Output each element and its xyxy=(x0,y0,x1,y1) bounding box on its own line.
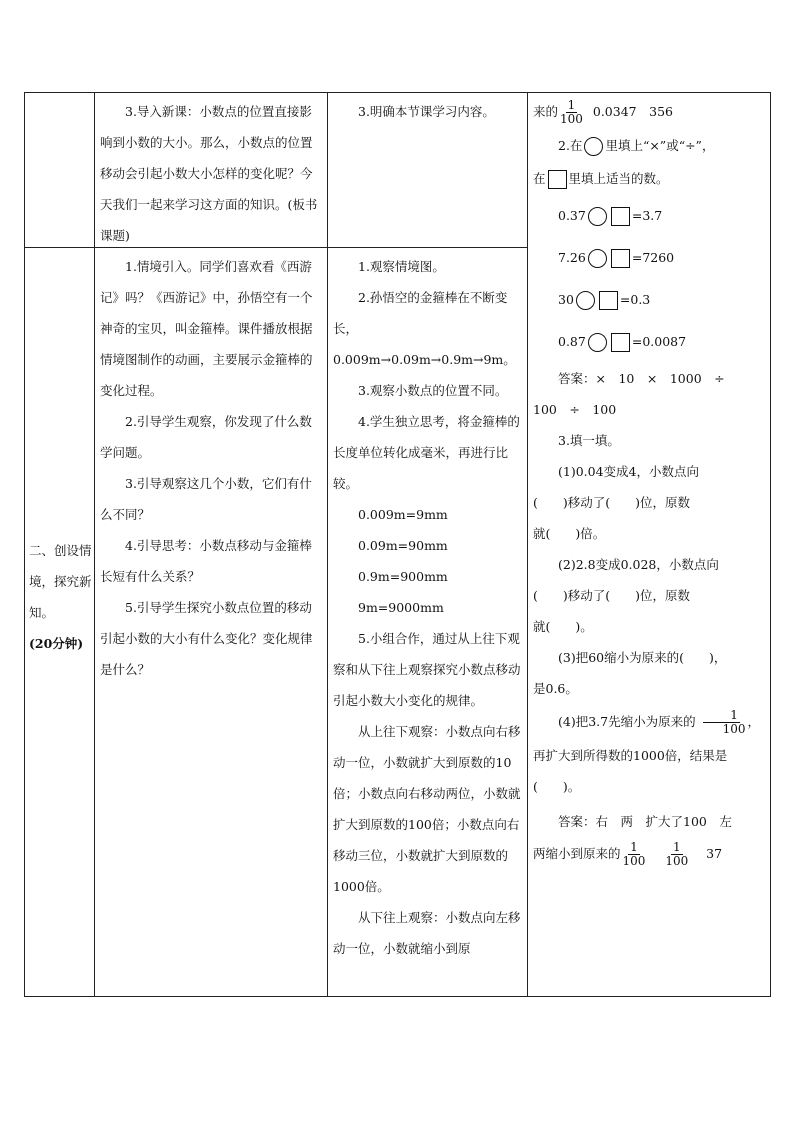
answer-2: 答案：× 10 × 1000 ÷ xyxy=(558,371,725,386)
answer-3: 答案：右 两 扩大了100 左 xyxy=(558,814,732,829)
conversion-line: 0.09m=90mm xyxy=(358,538,448,553)
q3-3: (3)把60缩小为原来的( )， xyxy=(558,650,727,665)
equation-row: 7.26 =7260 xyxy=(533,237,767,279)
conversion-line: 0.009m=9mm xyxy=(358,507,448,522)
equation-row: 30 =0.3 xyxy=(533,279,767,321)
stage-cell xyxy=(29,535,93,659)
q3-1: (1)0.04变成4，小数点向 xyxy=(558,464,699,479)
circle-placeholder-icon xyxy=(588,207,607,226)
student-step: 3.观察小数点的位置不同。 xyxy=(358,383,508,398)
row2-student-cell xyxy=(333,251,523,964)
fraction: $\frac{1}{100}$ xyxy=(698,709,746,736)
exercise-cell xyxy=(533,95,767,871)
row1-teacher-text: 3.导入新课：小数点的位置直接影响到小数的大小。那么，小数点的位置移动会引起小数大小怎样的变化呢？今天我们一起来学习这方面的知识。(板书课题) xyxy=(100,104,318,243)
fraction: $\frac{1}{100}$ xyxy=(665,840,689,868)
exercise-line: 来的 $\frac{1}{100}$ 0.0347 356 xyxy=(533,98,673,126)
question-3: 3.填一填。 xyxy=(558,433,620,448)
question-2: 2.在 里填上“×”或“÷”， xyxy=(533,129,767,162)
table-right-border xyxy=(770,92,771,997)
col-divider-1 xyxy=(94,92,95,997)
table-top-border xyxy=(24,92,771,93)
fraction: $\frac{1}{100}$ xyxy=(560,98,583,126)
square-placeholder-icon xyxy=(548,170,567,189)
observation-text: 从下往上观察：小数点向左移动一位，小数就缩小到原 xyxy=(333,910,521,956)
q3-3-cont: 是0.6。 xyxy=(533,681,578,696)
row1-student-cell xyxy=(333,96,523,127)
stage-title: 二、创设情境，探究新知。 xyxy=(29,543,92,620)
circle-placeholder-icon xyxy=(588,249,607,268)
conversion-line: 0.9m=900mm xyxy=(358,569,448,584)
observation-text: 从上往下观察：小数点向右移动一位，小数就扩大到原数的10倍；小数点向右移动两位，小数就扩大到原数的100倍；小数点向右移动三位，小数就扩大到原数的1000倍。 xyxy=(333,724,521,894)
student-step: 2.孙悟空的金箍棒在不断变长，0.009m→0.09m→0.9m→9m。 xyxy=(333,290,516,367)
col-divider-3 xyxy=(527,92,528,997)
teacher-step: 5.引导学生探究小数点位置的移动引起小数的大小有什么变化？变化规律是什么？ xyxy=(100,600,313,677)
square-placeholder-icon xyxy=(611,207,630,226)
square-placeholder-icon xyxy=(599,291,618,310)
teacher-step: 1.情境引入。同学们喜欢看《西游记》吗？《西游记》中，孙悟空有一个神奇的宝贝，叫金箍棒。课件播放根据情境图制作的动画，主要展示金箍棒的变化过程。 xyxy=(100,259,313,398)
square-placeholder-icon xyxy=(611,249,630,268)
stage-duration: (20分钟) xyxy=(29,636,84,651)
equation-row: 0.87 =0.0087 xyxy=(533,321,767,363)
teacher-step: 2.引导学生观察，你发现了什么数学问题。 xyxy=(100,414,312,460)
table-bottom-border xyxy=(24,996,771,997)
q3-2-cont: ( )移动了( )位，原数 xyxy=(533,588,691,603)
q3-2: (2)2.8变成0.028，小数点向 xyxy=(558,557,719,572)
q3-1-cont: 就( )倍。 xyxy=(533,526,606,541)
conversion-line: 9m=9000mm xyxy=(358,600,444,615)
q3-4: (4)把3.7先缩小为原来的 $\frac{1}{100}$ ， xyxy=(558,708,761,736)
square-placeholder-icon xyxy=(611,333,630,352)
q3-4-cont: ( )。 xyxy=(533,779,581,794)
q3-4-cont: 再扩大到所得数的1000倍，结果是 xyxy=(533,748,728,763)
circle-placeholder-icon xyxy=(576,291,595,310)
answer-3-cont: 两缩小到原来的 $\frac{1}{100}$ $\frac{1}{100}$ 37 xyxy=(533,840,723,868)
row2-teacher-cell xyxy=(100,251,322,685)
col-divider-2 xyxy=(327,92,328,997)
q3-2-cont: 就( )。 xyxy=(533,619,593,634)
fraction: $\frac{1}{100}$ xyxy=(622,840,646,868)
teacher-step: 3.引导观察这几个小数，它们有什么不同？ xyxy=(100,476,312,522)
q3-1-cont: ( )移动了( )位，原数 xyxy=(533,495,691,510)
teacher-step: 4.引导思考：小数点移动与金箍棒长短有什么关系？ xyxy=(100,538,312,584)
student-step: 5.小组合作，通过从上往下观察和从下往上观察探究小数点移动引起小数大小变化的规律。 xyxy=(333,631,521,708)
row1-teacher-cell xyxy=(100,96,322,251)
row1-student-text: 3.明确本节课学习内容。 xyxy=(358,104,495,119)
circle-placeholder-icon xyxy=(584,137,603,156)
circle-placeholder-icon xyxy=(588,333,607,352)
answer-2-cont: 100 ÷ 100 xyxy=(533,402,617,417)
student-step: 4.学生独立思考，将金箍棒的长度单位转化成毫米，再进行比较。 xyxy=(333,414,520,491)
equation-row: 0.37 =3.7 xyxy=(533,195,767,237)
student-step: 1.观察情境图。 xyxy=(358,259,445,274)
question-2-cont: 在 里填上适当的数。 xyxy=(533,162,767,195)
table-left-border xyxy=(24,92,25,997)
